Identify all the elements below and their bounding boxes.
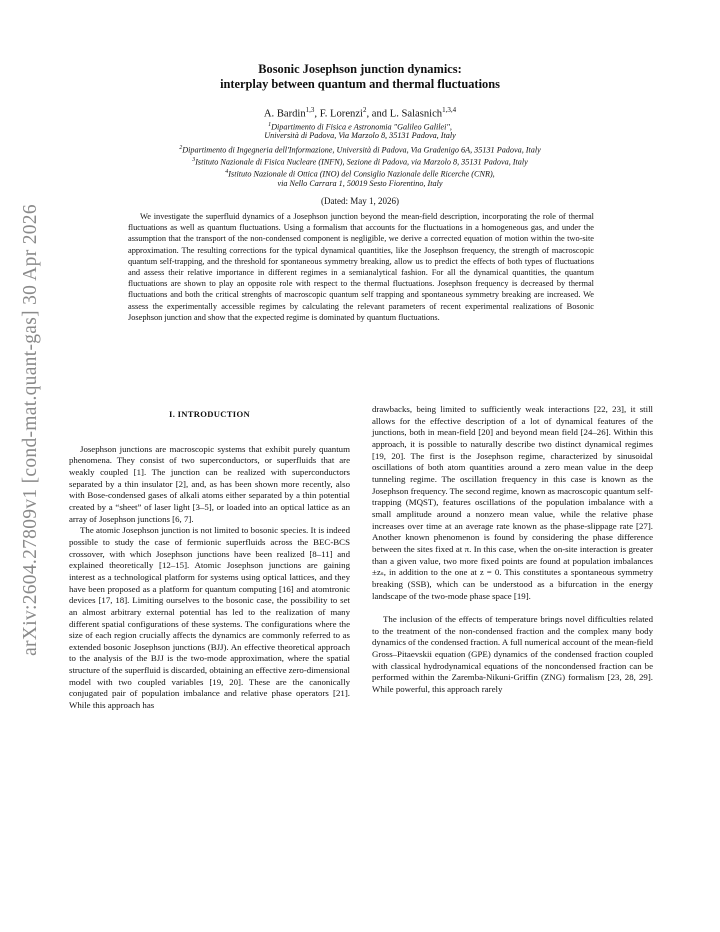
affiliation-4-address-text: via Nello Carrara 1, 50019 Sesto Fiorentino, Italy bbox=[277, 179, 443, 188]
author-lorenzi-affil: 2 bbox=[362, 106, 367, 114]
affiliation-4-text: Istituto Nazionale di Ottica (INO) del Consiglio Nazionale delle Ricerche (CNR), bbox=[228, 169, 495, 179]
date-line: (Dated: May 1, 2026) bbox=[321, 196, 399, 206]
affiliation-3-marker: 3 bbox=[192, 157, 196, 163]
affiliation-4-address bbox=[60, 179, 660, 190]
affiliation-2-text: Dipartimento di Ingegneria dell'Informazione, Università di Padova, Via Gradenigo 6A, 35131 Padova, Italy bbox=[182, 145, 541, 155]
author-bardin: A. Bardin bbox=[263, 108, 306, 120]
right-column bbox=[372, 404, 653, 696]
intro-paragraph-1: Josephson junctions are macroscopic systems that exhibit purely quantum phenomena. They consist of two superconductors, or superfluids that are weakly coupled [1]. The junction can be realized with superconductors separated by a thin insulator [2], and, as has been shown more recently, also with Bose-condensed gases of alkali atoms either separated by a thin potential created by a “sheet” of laser light [3–5], or loaded into an optical lattice as an array of Josephson junctions [6, 7]. bbox=[69, 443, 350, 524]
intro-paragraph-2: The atomic Josephson junction is not limited to bosonic species. It is indeed possible to study the case of fermionic superfluids across the BEC-BCS crossover, with which Josephson junctions have been realized [8–11] and explained theoretically [12–15]. Atomic Josephson junctions are gaining interest as a technological platform for systems using optical lattices, and they have been proposed as a platform for quantum computing [16] and atomtronic devices [17, 18]. Limiting ourselves to the bosonic case, the possibility to set an almost arbitrary external potential has led to the realization of many different spatial configurations of these systems. The configurations where the size of each region crucially affects the dynamics are commonly referred to as extended bosonic Josephson junctions (BJJ). An effective theoretical approach to the analysis of the BJJ is the two-mode approximation, where the spatial structure of the superfluid is discarded, obtaining an effective zero-dimensional model with two coupled variables [19, 20]. These are the canonically conjugated pair of population imbalance and relative phase operators [21]. While this approach has bbox=[69, 525, 350, 711]
affiliation-1-text: Dipartimento di Fisica e Astronomia "Galileo Galilei", bbox=[271, 122, 452, 132]
title-line-2: interplay between quantum and thermal fluctuations bbox=[220, 77, 500, 91]
arxiv-identifier-stamp bbox=[14, 190, 48, 670]
affiliation-1-marker: 1 bbox=[268, 122, 272, 128]
intro-paragraph-3: drawbacks, being limited to sufficiently weak interactions [22, 23], it still allows for the effective description of a lot of dynamical features of the junctions, both in mean-field [20] and beyond mean field [24–26]. Within this approach, it is possible to naturally describe two distinct dynamical regimes [19, 20]. The first is the Josephson regime, characterized by sinusoidal oscillations of both atom quantities around a zero mean value in the deep tunneling regime. The oscillation frequency in this case is known as the Josephson frequency. The second regime, known as macroscopic quantum self-trapping (MQST), features oscillations of the population imbalance with a small amplitude around a nonzero mean value, while the relative phase increases over time at an average rate known as the phase-slippage rate [27]. Another known phenomenon is found by considering the phase difference between the sites fixed at π. In this case, when the on-site interaction is greater than a given value, two more fixed points are found at population imbalances ±zₛ, in addition to the one at z = 0. This constitutes a spontaneous symmetry breaking (SSB), which can be understood as a bifurcation in the energy landscape of the two-mode phase space [19]. bbox=[372, 404, 653, 601]
affiliation-4-marker: 4 bbox=[225, 169, 229, 175]
intro-paragraph-4: The inclusion of the effects of temperature brings novel difficulties related to the treatment of the non-condensed fraction and the complex many body dynamics of the condensed fraction. A full numerical account of the mean-field Gross–Pitaevskii equation (GPE) dynamics of the condensed fraction coupled with classical hydrodynamical equations of the noncondensed fraction can be performed within the Zaremba-Nikuni-Griffin (ZNG) formalism [23, 28, 29]. While powerful, this approach rarely bbox=[372, 614, 653, 695]
author-list bbox=[120, 104, 600, 121]
author-lorenzi: , F. Lorenzi bbox=[314, 108, 363, 120]
paragraph-spacer bbox=[372, 602, 653, 614]
title-line-1: Bosonic Josephson junction dynamics: bbox=[258, 62, 462, 76]
arxiv-identifier: arXiv:2604.27809v1 [cond-mat.quant-gas] 30 Apr 2026 bbox=[20, 204, 41, 656]
left-column bbox=[69, 400, 350, 712]
affiliation-2-marker: 2 bbox=[179, 145, 183, 151]
affiliation-1-address-text: Università di Padova, Via Marzolo 8, 35131 Padova, Italy bbox=[264, 131, 456, 140]
paper-title bbox=[120, 62, 600, 92]
author-salasnich-affil: 1,3,4 bbox=[442, 106, 457, 114]
author-bardin-affil: 1,3 bbox=[305, 106, 315, 114]
section-heading-introduction: I. INTRODUCTION bbox=[169, 409, 250, 419]
affiliation-3-text: Istituto Nazionale di Fisica Nucleare (INFN), Sezione di Padova, via Marzolo 8, 35131 Padova, Italy bbox=[195, 157, 528, 167]
affiliation-1-address bbox=[60, 131, 660, 142]
author-salasnich: , and L. Salasnich bbox=[366, 108, 443, 120]
abstract: We investigate the superfluid dynamics of a Josephson junction beyond the mean-field description, incorporating the role of thermal fluctuations as well as quantum fluctuations. Using a formalism that accounts for the fluctuations in a homogeneous gas, and under the assumption that the transport of the non-condensed component is negligible, we derive a corrected equation of motion within the two-site approximation. The resulting corrections for the typical dynamical quantities, like the Josephson frequency, the strength of macroscopic quantum self-trapping, and the threshold for spontaneous symmetry breaking, allow us to predict the effects of both types of fluctuations and assess their relative importance in different regimes in a semianalytical fashion. For all the dynamical quantities, the quantum fluctuations are shown to play an opposite role with respect to the thermal fluctuations. Josephson frequency is decreased by thermal fluctuations and both the critical strenghts of macroscopic quantum self trapping and spontaneous symmetry breaking are increased. We assess the experimentally accessible regimes by calculating the relevant parameters of recent experimental realizations of Bosonic Josephson junction and show that the expected regime is dominated by quantum fluctuations. bbox=[128, 212, 594, 322]
